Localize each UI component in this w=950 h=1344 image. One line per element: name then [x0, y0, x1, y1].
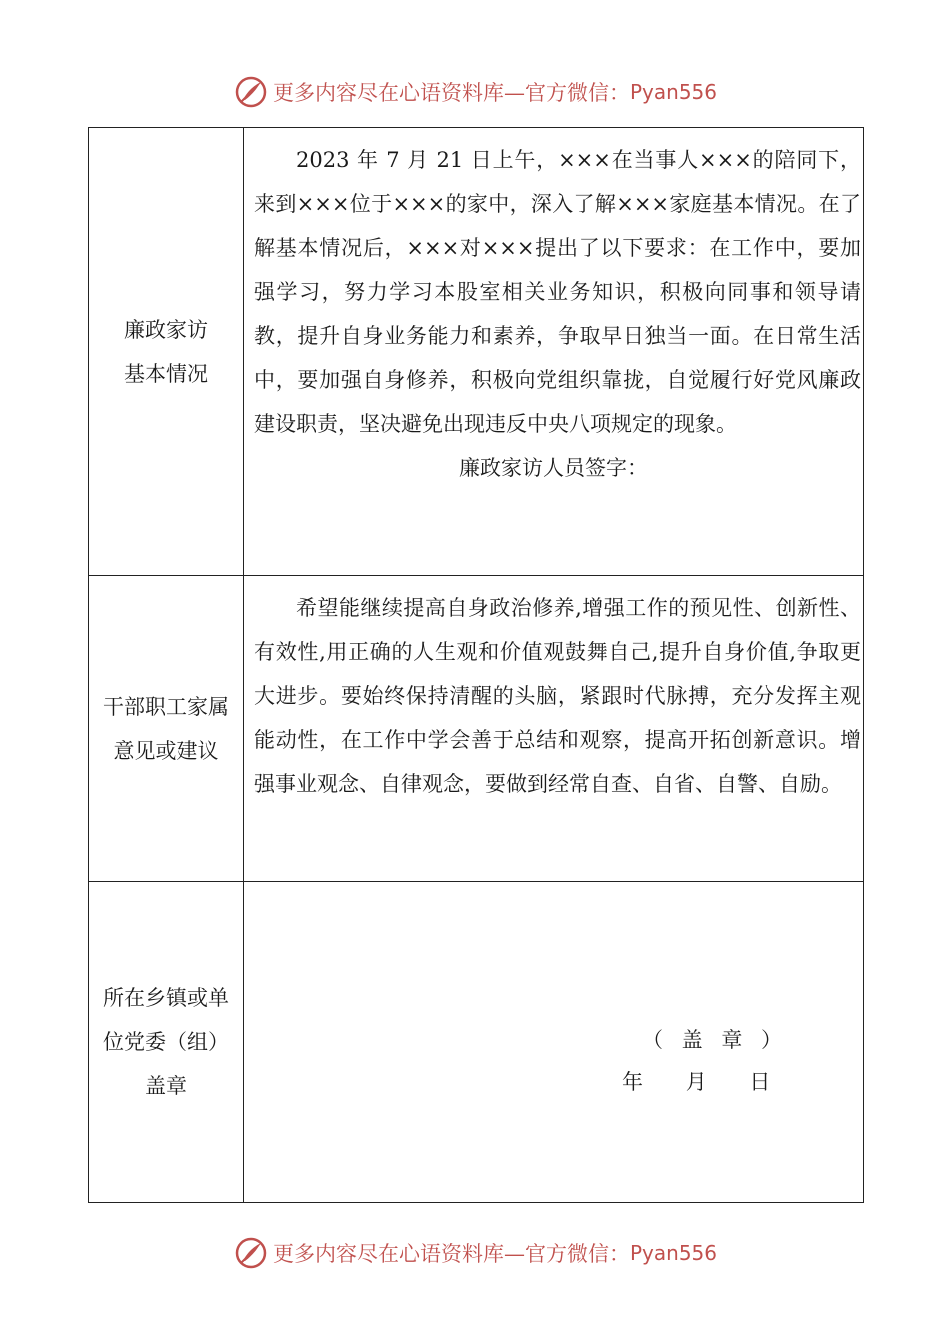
feather-logo-icon: [233, 1235, 269, 1271]
label-line: 位党委（组）: [103, 1030, 229, 1054]
family-opinion-paragraph: 希望能继续提高自身政治修养,增强工作的预见性、创新性、有效性,用正确的人生观和价值观鼓舞自己,提升自身价值,争取更大进步。要始终保持清醒的头脑，紧跟时代脉搏，充分发挥主观能动性，在工作中学会善于总结和观察，提高开拓创新意识。增强事业观念、自律观念，要做到经常自查、自省、自警、自励。: [254, 596, 861, 796]
watermark-wechat-id: Pyan556: [629, 80, 717, 104]
label-line: 干部职工家属: [103, 694, 229, 719]
watermark-text: 更多内容尽在心语资料库—官方微信：: [272, 1242, 630, 1266]
label-party-seal: [89, 882, 244, 1203]
table-row-family-opinion: [89, 576, 864, 882]
feather-logo-icon: [233, 74, 269, 110]
date-day: 日: [749, 1070, 771, 1094]
content-family-opinion: [244, 576, 864, 882]
content-party-seal: [244, 882, 864, 1203]
date-year: 年: [622, 1070, 643, 1094]
signature-label: 廉政家访人员签字：: [459, 456, 648, 480]
table-row-party-seal: [89, 882, 864, 1203]
label-family-opinion: [89, 576, 244, 882]
label-basic-info: [89, 128, 244, 576]
seal-placeholder: （ 盖 章 ）: [642, 1028, 789, 1052]
content-basic-info: [244, 128, 864, 576]
label-line: 所在乡镇或单: [103, 986, 229, 1010]
label-line: 意见或建议: [113, 738, 219, 763]
label-line: 基本情况: [124, 361, 208, 386]
watermark-wechat-id: Pyan556: [629, 1241, 717, 1265]
watermark-header: [0, 72, 950, 112]
watermark-text: 更多内容尽在心语资料库—官方微信：: [272, 81, 630, 105]
seal-area: [244, 882, 863, 1202]
table-row-basic-info: [89, 128, 864, 576]
date-month: 月: [685, 1070, 707, 1094]
date-line: [622, 1066, 806, 1096]
watermark-footer: [0, 1233, 950, 1273]
label-line: 盖章: [145, 1074, 187, 1098]
label-line: 廉政家访: [124, 317, 208, 342]
visit-record-table: [88, 127, 864, 1203]
basic-info-paragraph: 2023 年 7 月 21 日上午，×××在当事人×××的陪同下， 来到×××位于×××的家中，深入了解×××家庭基本情况。在了解基本情况后，×××对×××提出了以下要求：在工作中，要加强学习，努力学习本股室相关业务知识，积极向同事和领导请教，提升自身业务能力和素养，争取早日独当一面。在日常生活中，要加强自身修养，积极向党组织靠拢，自觉履行好党风廉政建设职责，坚决避免出现违反中央八项规定的现象。: [254, 148, 861, 436]
